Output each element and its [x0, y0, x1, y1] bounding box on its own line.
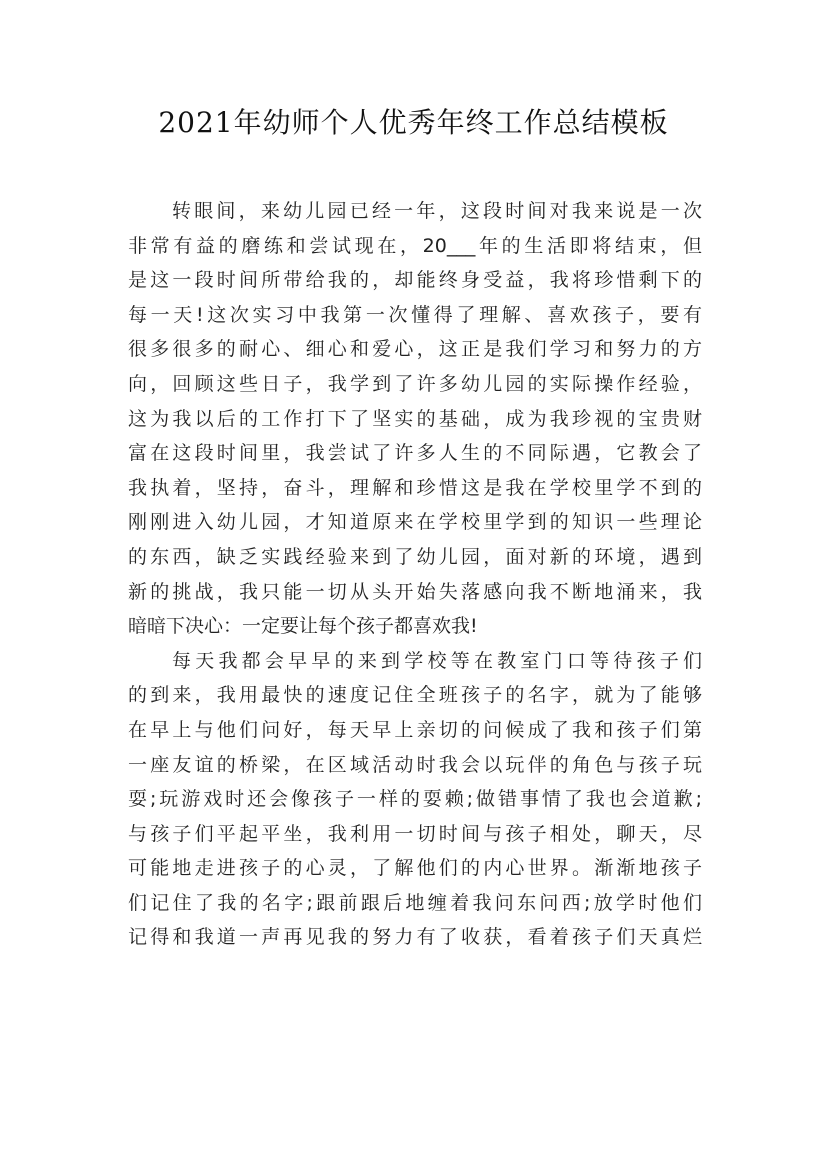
document-body: [128, 194, 702, 955]
paragraph-2: [128, 644, 702, 955]
text-line: 们记住了我的名字;跟前跟后地缠着我问东问西;放学时他们: [128, 891, 702, 914]
text-line: 耍;玩游戏时还会像孩子一样的耍赖;做错事情了我也会道歉;: [128, 788, 702, 811]
text-line: 可能地走进孩子的心灵，了解他们的内心世界。渐渐地孩子: [128, 857, 702, 880]
text-line: 暗暗下决心：一定要让每个孩子都喜欢我!: [128, 615, 478, 638]
text-line: 在早上与他们问好，每天早上亲切的问候成了我和孩子们第: [128, 718, 702, 741]
text-line: 新的挑战，我只能一切从头开始失落感向我不断地涌来，我: [128, 580, 702, 603]
text-line: 富在这段时间里，我尝试了许多人生的不同际遇，它教会了: [128, 442, 702, 465]
text-line: 每一天!这次实习中我第一次懂得了理解、喜欢孩子，要有: [128, 303, 702, 326]
text-line: 我执着，坚持，奋斗，理解和珍惜这是我在学校里学不到的: [128, 476, 702, 499]
text-line: 每天我都会早早的来到学校等在教室门口等待孩子们: [172, 649, 702, 672]
text-line: 的东西，缺乏实践经验来到了幼儿园，面对新的环境，遇到: [128, 545, 702, 568]
text-line: 向，回顾这些日子，我学到了许多幼儿园的实际操作经验，: [128, 372, 702, 395]
text-line: 一座友谊的桥梁，在区域活动时我会以玩伴的角色与孩子玩: [128, 753, 702, 776]
text-line: 的到来，我用最快的速度记住全班孩子的名字，就为了能够: [128, 684, 702, 707]
text-line: 是这一段时间所带给我的，却能终身受益，我将珍惜剩下的: [128, 269, 702, 292]
text-line: 很多很多的耐心、细心和爱心，这正是我们学习和努力的方: [128, 338, 702, 361]
text-line: 转眼间，来幼儿园已经一年，这段时间对我来说是一次: [172, 200, 702, 222]
document-title: 2021年幼师个人优秀年终工作总结模板: [158, 106, 669, 139]
text-line: 与孩子们平起平坐，我利用一切时间与孩子相处，聊天，尽: [128, 822, 702, 845]
text-line: 这为我以后的工作打下了坚实的基础，成为我珍视的宝贵财: [128, 407, 702, 430]
paragraph-1: [128, 194, 702, 644]
text-line: 非常有益的磨练和尝试现在，20___年的生活即将结束，但: [128, 234, 702, 257]
text-line: 记得和我道一声再见我的努力有了收获，看着孩子们天真烂: [128, 926, 702, 949]
text-line: 刚刚进入幼儿园，才知道原来在学校里学到的知识一些理论: [128, 511, 702, 534]
